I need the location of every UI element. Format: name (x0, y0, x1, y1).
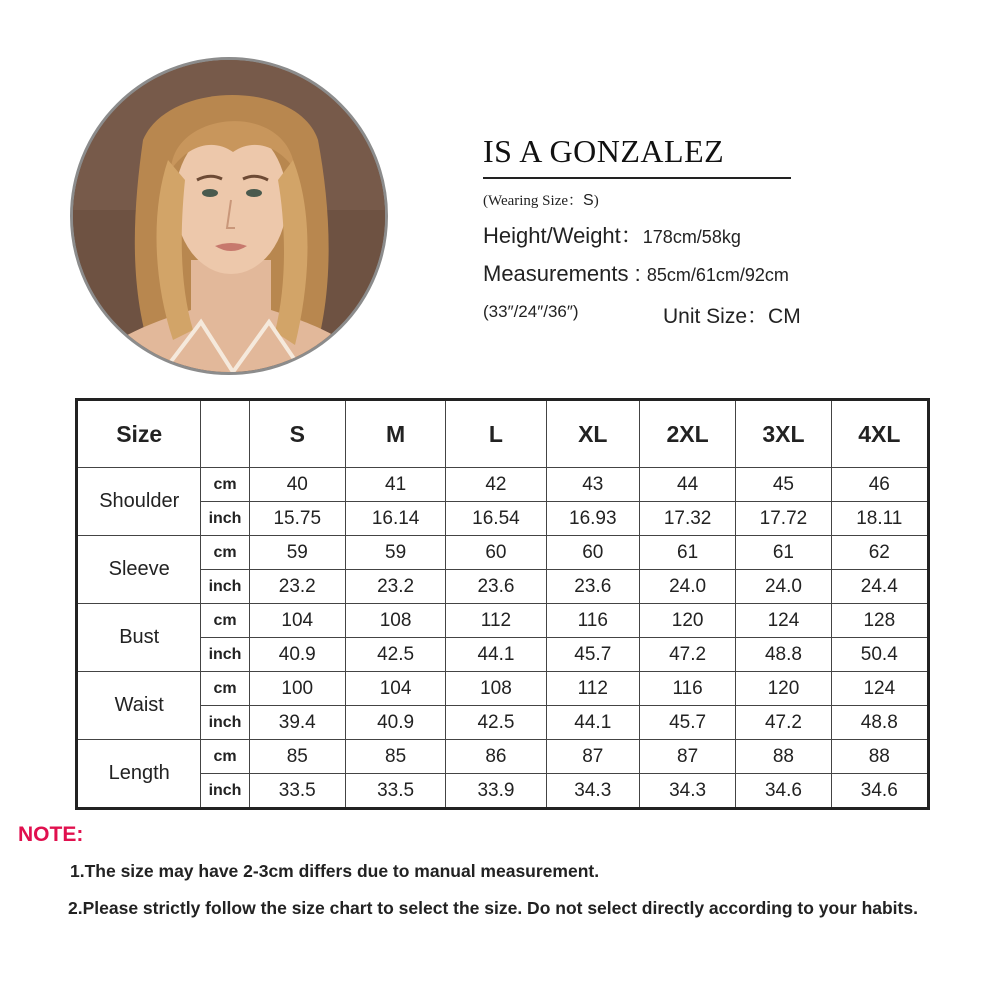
height-weight-value: 178cm/58kg (642, 227, 741, 247)
table-cell: 85 (345, 740, 445, 774)
table-cell: 43 (546, 468, 639, 502)
table-cell: 124 (736, 604, 831, 638)
unit-size (663, 300, 801, 330)
table-row (77, 604, 929, 638)
table-cell: 40.9 (249, 638, 345, 672)
unit-label-inch: inch (201, 774, 249, 809)
table-cell: 44.1 (546, 706, 639, 740)
table-row (77, 570, 929, 604)
table-cell: 62 (831, 536, 928, 570)
measure-name-sleeve: Sleeve (77, 536, 201, 604)
model-photo-illustration (73, 60, 385, 372)
table-cell: 23.2 (345, 570, 445, 604)
table-cell: 87 (639, 740, 735, 774)
table-cell: 33.9 (446, 774, 546, 809)
table-cell: 15.75 (249, 502, 345, 536)
table-row (77, 468, 929, 502)
unit-header-blank (201, 400, 249, 468)
note-item: 2.Please strictly follow the size chart to select the size. Do not select directly according to your habits. (68, 898, 918, 918)
table-cell: 16.14 (345, 502, 445, 536)
table-cell: 34.3 (639, 774, 735, 809)
wearing-size-value: S (583, 192, 594, 209)
unit-label-inch: inch (201, 570, 249, 604)
table-cell: 34.6 (831, 774, 928, 809)
table-cell: 16.54 (446, 502, 546, 536)
measurements-label: Measurements : (483, 261, 641, 286)
table-cell: 44.1 (446, 638, 546, 672)
table-cell: 60 (546, 536, 639, 570)
size-header-cell: 3XL (736, 400, 831, 468)
measure-name-shoulder: Shoulder (77, 468, 201, 536)
measurements-value: 85cm/61cm/92cm (646, 265, 789, 285)
table-cell: 34.6 (736, 774, 831, 809)
model-portrait (70, 57, 388, 375)
table-cell: 85 (249, 740, 345, 774)
table-row (77, 536, 929, 570)
name-underline (483, 177, 791, 179)
unit-label-cm: cm (201, 604, 249, 638)
size-header: Size (77, 400, 201, 468)
table-cell: 47.2 (736, 706, 831, 740)
table-cell: 104 (249, 604, 345, 638)
table-cell: 45.7 (546, 638, 639, 672)
unit-label-cm: cm (201, 536, 249, 570)
note-title: NOTE: (18, 823, 84, 846)
table-cell: 128 (831, 604, 928, 638)
table-cell: 88 (736, 740, 831, 774)
size-header-cell: 4XL (831, 400, 928, 468)
wearing-size-close: ) (593, 193, 599, 209)
measurements-inch: (33″/24″/36″) (483, 302, 579, 321)
table-cell: 33.5 (345, 774, 445, 809)
table-cell: 60 (446, 536, 546, 570)
model-name: IS A GONZALEZ (483, 133, 725, 169)
table-cell: 50.4 (831, 638, 928, 672)
size-header-cell: XL (546, 400, 639, 468)
table-cell: 23.6 (546, 570, 639, 604)
measurements (483, 261, 789, 287)
unit-label-inch: inch (201, 706, 249, 740)
size-header-cell: 2XL (639, 400, 735, 468)
unit-label-cm: cm (201, 740, 249, 774)
table-cell: 44 (639, 468, 735, 502)
table-cell: 24.4 (831, 570, 928, 604)
size-chart-table (75, 398, 930, 810)
table-cell: 48.8 (831, 706, 928, 740)
table-cell: 124 (831, 672, 928, 706)
table-cell: 41 (345, 468, 445, 502)
table-cell: 42 (446, 468, 546, 502)
table-cell: 87 (546, 740, 639, 774)
table-cell: 120 (639, 604, 735, 638)
table-cell: 23.6 (446, 570, 546, 604)
table-cell: 59 (249, 536, 345, 570)
table-cell: 42.5 (446, 706, 546, 740)
table-cell: 39.4 (249, 706, 345, 740)
table-cell: 40.9 (345, 706, 445, 740)
table-cell: 24.0 (736, 570, 831, 604)
table-cell: 46 (831, 468, 928, 502)
table-cell: 17.72 (736, 502, 831, 536)
table-cell: 18.11 (831, 502, 928, 536)
table-cell: 116 (546, 604, 639, 638)
table-cell: 104 (345, 672, 445, 706)
unit-label-inch: inch (201, 502, 249, 536)
table-cell: 86 (446, 740, 546, 774)
table-cell: 108 (446, 672, 546, 706)
unit-size-label: Unit Size： (663, 305, 769, 328)
table-row (77, 672, 929, 706)
table-cell: 17.32 (639, 502, 735, 536)
size-header-cell: S (249, 400, 345, 468)
table-cell: 59 (345, 536, 445, 570)
table-row (77, 638, 929, 672)
table-cell: 48.8 (736, 638, 831, 672)
table-cell: 42.5 (345, 638, 445, 672)
table-cell: 108 (345, 604, 445, 638)
table-cell: 120 (736, 672, 831, 706)
table-cell: 61 (639, 536, 735, 570)
table-cell: 88 (831, 740, 928, 774)
size-header-cell: M (345, 400, 445, 468)
table-cell: 112 (446, 604, 546, 638)
table-row (77, 502, 929, 536)
table-cell: 16.93 (546, 502, 639, 536)
table-cell: 23.2 (249, 570, 345, 604)
height-weight (483, 219, 741, 250)
size-header-row (77, 400, 929, 468)
unit-label-inch: inch (201, 638, 249, 672)
table-cell: 45 (736, 468, 831, 502)
table-cell: 100 (249, 672, 345, 706)
measure-name-waist: Waist (77, 672, 201, 740)
unit-size-value: CM (768, 305, 801, 328)
wearing-size-label: (Wearing Size： (483, 193, 584, 209)
table-cell: 61 (736, 536, 831, 570)
measure-name-length: Length (77, 740, 201, 809)
table-cell: 34.3 (546, 774, 639, 809)
table-cell: 45.7 (639, 706, 735, 740)
unit-label-cm: cm (201, 468, 249, 502)
table-cell: 40 (249, 468, 345, 502)
table-cell: 116 (639, 672, 735, 706)
measure-name-bust: Bust (77, 604, 201, 672)
table-cell: 112 (546, 672, 639, 706)
table-cell: 47.2 (639, 638, 735, 672)
table-row (77, 774, 929, 809)
height-weight-label: Height/Weight： (483, 223, 643, 248)
size-header-cell: L (446, 400, 546, 468)
wearing-size (483, 189, 599, 210)
table-cell: 33.5 (249, 774, 345, 809)
table-cell: 24.0 (639, 570, 735, 604)
unit-label-cm: cm (201, 672, 249, 706)
table-row (77, 740, 929, 774)
note-item: 1.The size may have 2-3cm differs due to manual measurement. (70, 861, 600, 881)
table-row (77, 706, 929, 740)
